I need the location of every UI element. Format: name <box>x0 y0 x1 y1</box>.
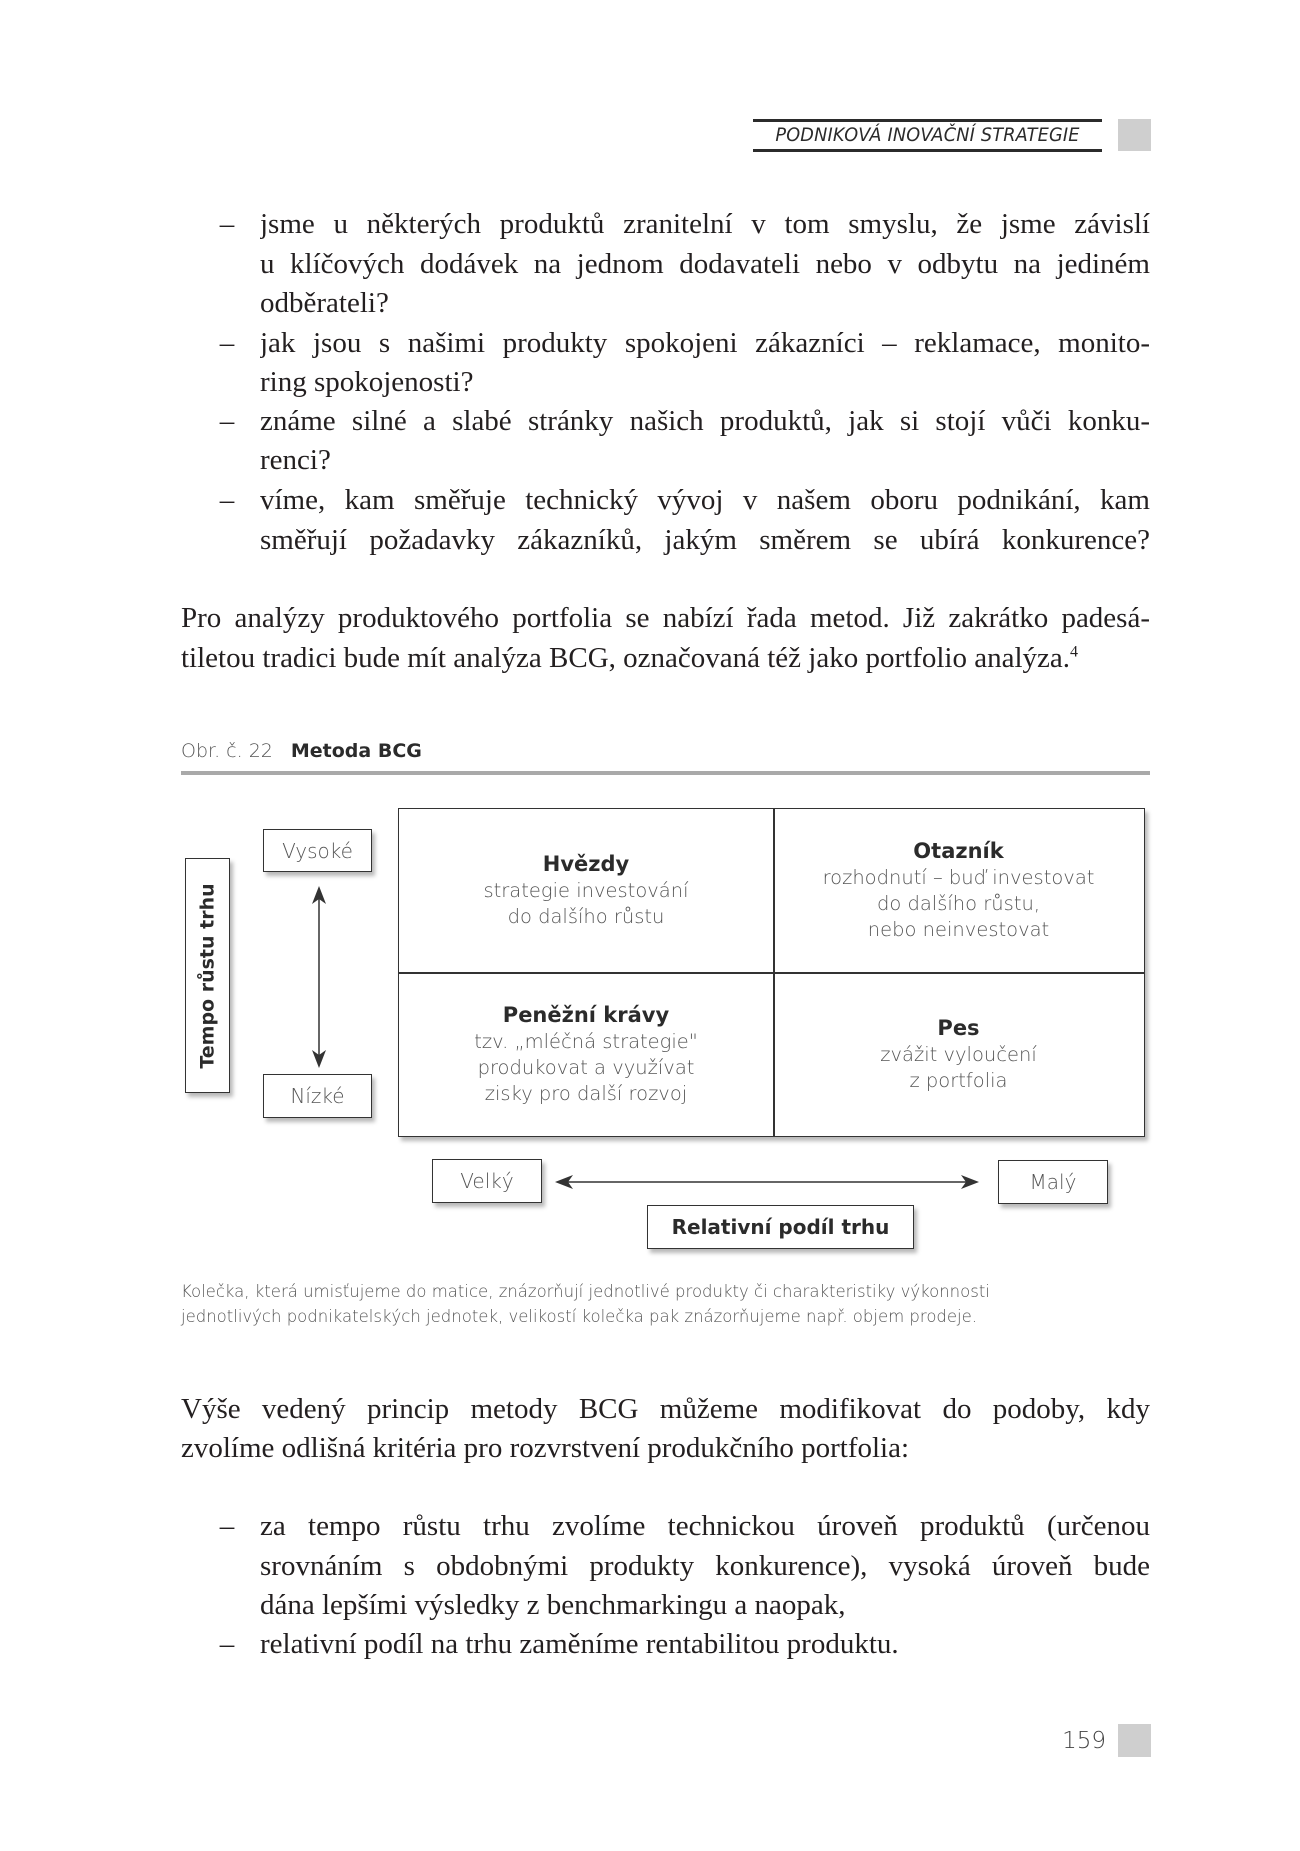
paragraph-line: Výše vedený princip metody BCG můžeme modifikovat do podoby, kdy <box>181 1393 1150 1425</box>
bullet-dash: – <box>219 405 235 437</box>
list-item-line: relativní podíl na trhu zaměníme rentabilitou produktu. <box>260 1628 899 1660</box>
quadrant-title: Otazník <box>913 839 1004 863</box>
paragraph-line: Pro analýzy produktového portfolia se nabízí řada metod. Již zakrátko padesá- <box>181 602 1150 634</box>
quadrant-stars <box>399 809 773 972</box>
y-axis-high-box <box>263 829 372 872</box>
figure-number: Obr. č. 22 <box>181 740 273 762</box>
footer-tab-marker <box>1118 1724 1151 1757</box>
figure-caption-line: jednotlivých podnikatelských jednotek, velikostí kolečka pak znázorňujeme např. objem prodeje. <box>181 1307 978 1326</box>
list-item-line: u klíčových dodávek na jednom dodavateli nebo v odbytu na jediném <box>260 248 1150 280</box>
quadrant-desc-line: zvážit vyloučení <box>880 1043 1037 1066</box>
y-axis-low-box <box>263 1074 372 1118</box>
quadrant-title: Peněžní krávy <box>502 1003 670 1027</box>
list-item-line: jsme u některých produktů zranitelní v tom smyslu, že jsme závislí <box>260 208 1150 240</box>
x-axis-title: Relativní podíl trhu <box>671 1215 890 1239</box>
bullet-dash: – <box>219 327 235 359</box>
quadrant-desc-line: rozhodnutí – buď investovat <box>822 866 1095 889</box>
x-axis-left-box <box>432 1159 542 1203</box>
y-axis-high-label: Vysoké <box>282 838 353 863</box>
quadrant-desc-line: tzv. „mléčná strategie" <box>474 1030 698 1053</box>
bcg-matrix <box>398 808 1145 1137</box>
quadrant-desc-line: do dalšího růstu <box>507 905 665 928</box>
paragraph-text: tiletou tradici bude mít analýza BCG, označovaná též jako portfolio analýza. <box>181 642 1071 674</box>
list-item-line: za tempo růstu trhu zvolíme technickou úroveň produktů (určenou <box>260 1510 1150 1542</box>
quadrant-desc-line: z portfolia <box>909 1069 1008 1092</box>
quadrant-title: Hvězdy <box>542 852 630 876</box>
bullet-dash: – <box>219 208 235 240</box>
quadrant-desc-line: strategie investování <box>483 879 689 902</box>
quadrant-desc-line: zisky pro další rozvoj <box>484 1082 688 1105</box>
list-item-line: jak jsou s našimi produkty spokojeni zákazníci – reklamace, monito- <box>260 327 1150 359</box>
list-item-line: ring spokojenosti? <box>260 366 474 398</box>
list-item-line: známe silné a slabé stránky našich produktů, jak si stojí vůči konku- <box>260 405 1150 437</box>
bullet-dash: – <box>219 1510 235 1542</box>
x-axis-right-box <box>998 1160 1108 1204</box>
header-rule-bottom <box>753 149 1102 152</box>
horizontal-double-arrow-icon <box>553 1172 981 1192</box>
paragraph-line: zvolíme odlišná kritéria pro rozvrstvení produkčního portfolia: <box>181 1432 910 1464</box>
quadrant-cash-cows <box>399 974 773 1135</box>
y-axis-title: Tempo růstu trhu <box>196 882 219 1069</box>
x-axis-right-label: Malý <box>1029 1170 1077 1194</box>
list-item-line: renci? <box>260 444 331 476</box>
figure-heading <box>181 737 422 765</box>
bullet-dash: – <box>219 1628 235 1660</box>
figure-caption-line: Kolečka, která umisťujeme do matice, znázorňují jednotlivé produkty či charakteristiky výkonnosti <box>181 1282 990 1301</box>
x-axis-title-box <box>647 1205 914 1249</box>
list-item-line: víme, kam směřuje technický vývoj v našem oboru podnikání, kam <box>260 484 1150 516</box>
list-item-line: srovnáním s obdobnými produkty konkurence), vysoká úroveň bude <box>260 1550 1150 1582</box>
quadrant-desc-line: nebo neinvestovat <box>867 918 1050 941</box>
quadrant-desc-line: do dalšího růstu, <box>876 892 1041 915</box>
y-axis-low-label: Nízké <box>290 1084 345 1108</box>
quadrant-dog <box>774 974 1143 1135</box>
y-axis-title-box <box>185 858 230 1093</box>
list-item-line: odběrateli? <box>260 287 389 319</box>
bullet-dash: – <box>219 484 235 516</box>
footnote-reference[interactable]: 4 <box>1070 643 1079 661</box>
vertical-double-arrow-icon <box>305 884 333 1070</box>
figure-title: Metoda BCG <box>290 740 422 762</box>
running-title: PODNIKOVÁ INOVAČNÍ STRATEGIE <box>775 124 1080 146</box>
list-item-line: směřují požadavky zákazníků, jakým směrem se ubírá konkurence? <box>260 524 1150 556</box>
quadrant-title: Pes <box>937 1016 980 1040</box>
quadrant-desc-line: produkovat a využívat <box>477 1056 695 1079</box>
paragraph-line-last <box>181 638 1150 678</box>
figure-rule <box>181 771 1150 775</box>
page-number: 159 <box>1062 1728 1106 1754</box>
list-item-line: dána lepšími výsledky z benchmarkingu a naopak, <box>260 1589 846 1621</box>
header-tab-marker <box>1118 119 1151 151</box>
quadrant-question-mark <box>774 809 1143 972</box>
x-axis-left-label: Velký <box>460 1169 514 1193</box>
